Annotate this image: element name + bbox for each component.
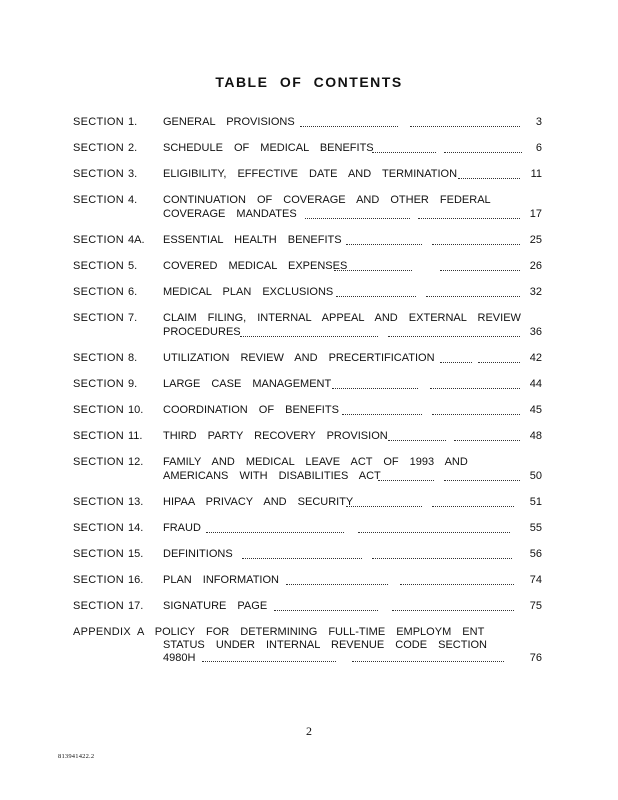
section-number: 5. bbox=[128, 260, 138, 272]
dot-leader bbox=[418, 217, 520, 219]
appendix-label: APPENDIX bbox=[73, 626, 132, 638]
dot-leader bbox=[440, 361, 472, 363]
section-number: 10. bbox=[128, 404, 144, 416]
section-title: MEDICAL PLAN EXCLUSIONS bbox=[163, 286, 334, 298]
section-number: 16. bbox=[128, 574, 144, 586]
section-number: 13. bbox=[128, 496, 144, 508]
section-label: SECTION bbox=[73, 430, 124, 442]
dot-leader bbox=[336, 295, 416, 297]
section-title: GENERAL PROVISIONS bbox=[163, 116, 295, 128]
section-number: 2. bbox=[128, 142, 138, 154]
section-label: SECTION bbox=[73, 260, 124, 272]
dot-leader bbox=[242, 557, 362, 559]
dot-leader bbox=[358, 531, 510, 533]
dot-leader bbox=[432, 505, 514, 507]
section-title: DEFINITIONS bbox=[163, 548, 233, 560]
dot-leader bbox=[206, 531, 344, 533]
page-ref: 44 bbox=[529, 378, 542, 390]
dot-leader bbox=[378, 479, 434, 481]
toc-entry bbox=[0, 522, 618, 548]
page-ref: 36 bbox=[529, 326, 542, 338]
section-title-continued: AMERICANS WITH DISABILITIES ACT bbox=[163, 470, 381, 482]
dot-leader bbox=[305, 217, 410, 219]
section-title: COVERED MEDICAL EXPENSES bbox=[163, 260, 348, 272]
page-ref: 26 bbox=[529, 260, 542, 272]
dot-leader bbox=[300, 125, 398, 127]
dot-leader bbox=[454, 439, 520, 441]
appendix-title-continued: STATUS UNDER INTERNAL REVENUE CODE SECTION bbox=[163, 639, 487, 651]
page-ref: 74 bbox=[529, 574, 542, 586]
toc-entry bbox=[0, 234, 618, 260]
section-title: ELIGIBILITY, EFFECTIVE DATE AND TERMINATION bbox=[163, 168, 458, 180]
toc-entry bbox=[0, 352, 618, 378]
section-title-continued: COVERAGE MANDATES bbox=[163, 208, 297, 220]
section-number: 1. bbox=[128, 116, 138, 128]
section-number: 12. bbox=[128, 456, 144, 468]
page-ref: 17 bbox=[529, 208, 542, 220]
dot-leader bbox=[458, 177, 520, 179]
section-title: CONTINUATION OF COVERAGE AND OTHER FEDERAL bbox=[163, 194, 491, 206]
section-label: SECTION bbox=[73, 234, 124, 246]
appendix-title: A POLICY FOR DETERMINING FULL-TIME EMPLOYM ENT bbox=[137, 626, 485, 638]
section-title: SIGNATURE PAGE bbox=[163, 600, 268, 612]
section-number: 17. bbox=[128, 600, 144, 612]
page-ref: 42 bbox=[529, 352, 542, 364]
dot-leader bbox=[202, 660, 336, 662]
toc-entry bbox=[0, 286, 618, 312]
section-title: PLAN INFORMATION bbox=[163, 574, 279, 586]
section-title: SCHEDULE OF MEDICAL BENEFITS bbox=[163, 142, 374, 154]
dot-leader bbox=[430, 387, 520, 389]
page-ref: 11 bbox=[530, 168, 542, 180]
page-number: 2 bbox=[306, 724, 312, 738]
section-number: 3. bbox=[128, 168, 138, 180]
section-number: 8. bbox=[128, 352, 138, 364]
dot-leader bbox=[388, 439, 446, 441]
toc-entry bbox=[0, 548, 618, 574]
toc-list bbox=[0, 116, 618, 674]
dot-leader bbox=[332, 387, 418, 389]
section-label: SECTION bbox=[73, 496, 124, 508]
section-title: FRAUD bbox=[163, 522, 201, 534]
section-title: COORDINATION OF BENEFITS bbox=[163, 404, 339, 416]
dot-leader bbox=[432, 243, 520, 245]
dot-leader bbox=[372, 557, 512, 559]
dot-leader bbox=[286, 583, 388, 585]
page-ref: 51 bbox=[529, 496, 542, 508]
section-label: SECTION bbox=[73, 168, 124, 180]
appendix-title-continued: 4980H bbox=[163, 652, 196, 664]
dot-leader bbox=[444, 479, 520, 481]
dot-leader bbox=[240, 335, 378, 337]
section-title: HIPAA PRIVACY AND SECURITY bbox=[163, 496, 354, 508]
section-label: SECTION bbox=[73, 522, 124, 534]
page-ref: 3 bbox=[535, 116, 542, 128]
page-ref: 75 bbox=[529, 600, 542, 612]
page-ref: 76 bbox=[529, 652, 542, 664]
page-ref: 56 bbox=[529, 548, 542, 560]
toc-entry bbox=[0, 430, 618, 456]
dot-leader bbox=[410, 125, 520, 127]
section-label: SECTION bbox=[73, 142, 124, 154]
section-number: 4. bbox=[128, 194, 138, 206]
section-number: 9. bbox=[128, 378, 138, 390]
toc-entry bbox=[0, 312, 618, 352]
section-number: 11. bbox=[128, 430, 143, 442]
section-label: SECTION bbox=[73, 548, 124, 560]
dot-leader bbox=[444, 151, 522, 153]
dot-leader bbox=[400, 583, 514, 585]
page-ref: 6 bbox=[535, 142, 542, 154]
section-title: ESSENTIAL HEALTH BENEFITS bbox=[163, 234, 342, 246]
toc-entry bbox=[0, 600, 618, 626]
toc-appendix-entry bbox=[0, 626, 618, 674]
dot-leader bbox=[342, 413, 422, 415]
toc-title: TABLE OF CONTENTS bbox=[215, 74, 403, 90]
toc-entry bbox=[0, 168, 618, 194]
section-label: SECTION bbox=[73, 456, 124, 468]
dot-leader bbox=[346, 243, 422, 245]
page-ref: 55 bbox=[529, 522, 542, 534]
section-label: SECTION bbox=[73, 574, 124, 586]
page-ref: 48 bbox=[529, 430, 542, 442]
section-label: SECTION bbox=[73, 194, 124, 206]
section-label: SECTION bbox=[73, 378, 124, 390]
section-number: 15. bbox=[128, 548, 144, 560]
toc-entry bbox=[0, 116, 618, 142]
dot-leader bbox=[388, 335, 520, 337]
page-ref: 50 bbox=[529, 470, 542, 482]
dot-leader bbox=[432, 413, 520, 415]
section-title: FAMILY AND MEDICAL LEAVE ACT OF 1993 AND bbox=[163, 456, 468, 468]
section-number: 7. bbox=[128, 312, 138, 324]
section-number: 4A. bbox=[128, 234, 145, 246]
toc-entry bbox=[0, 404, 618, 430]
dot-leader bbox=[352, 660, 504, 662]
dot-leader bbox=[392, 609, 514, 611]
toc-entry bbox=[0, 194, 618, 234]
dot-leader bbox=[346, 505, 422, 507]
section-number: 14. bbox=[128, 522, 144, 534]
page-ref: 45 bbox=[529, 404, 542, 416]
dot-leader bbox=[372, 151, 436, 153]
toc-entry bbox=[0, 496, 618, 522]
dot-leader bbox=[478, 361, 520, 363]
dot-leader bbox=[440, 269, 520, 271]
document-id: 813941422.2 bbox=[58, 753, 95, 760]
dot-leader bbox=[334, 269, 412, 271]
section-number: 6. bbox=[128, 286, 138, 298]
section-title: UTILIZATION REVIEW AND PRECERTIFICATION bbox=[163, 352, 435, 364]
section-label: SECTION bbox=[73, 116, 124, 128]
section-label: SECTION bbox=[73, 600, 124, 612]
toc-entry bbox=[0, 260, 618, 286]
section-title: LARGE CASE MANAGEMENT bbox=[163, 378, 332, 390]
page-ref: 32 bbox=[529, 286, 542, 298]
section-label: SECTION bbox=[73, 286, 124, 298]
toc-entry bbox=[0, 456, 618, 496]
section-title-continued: PROCEDURES bbox=[163, 326, 241, 338]
dot-leader bbox=[274, 609, 378, 611]
section-label: SECTION bbox=[73, 312, 124, 324]
toc-entry bbox=[0, 378, 618, 404]
section-label: SECTION bbox=[73, 352, 124, 364]
page-ref: 25 bbox=[529, 234, 542, 246]
dot-leader bbox=[426, 295, 520, 297]
section-title: THIRD PARTY RECOVERY PROVISION bbox=[163, 430, 388, 442]
toc-entry bbox=[0, 574, 618, 600]
toc-entry bbox=[0, 142, 618, 168]
section-title: CLAIM FILING, INTERNAL APPEAL AND EXTERNAL REVIEW bbox=[163, 312, 521, 324]
section-label: SECTION bbox=[73, 404, 124, 416]
